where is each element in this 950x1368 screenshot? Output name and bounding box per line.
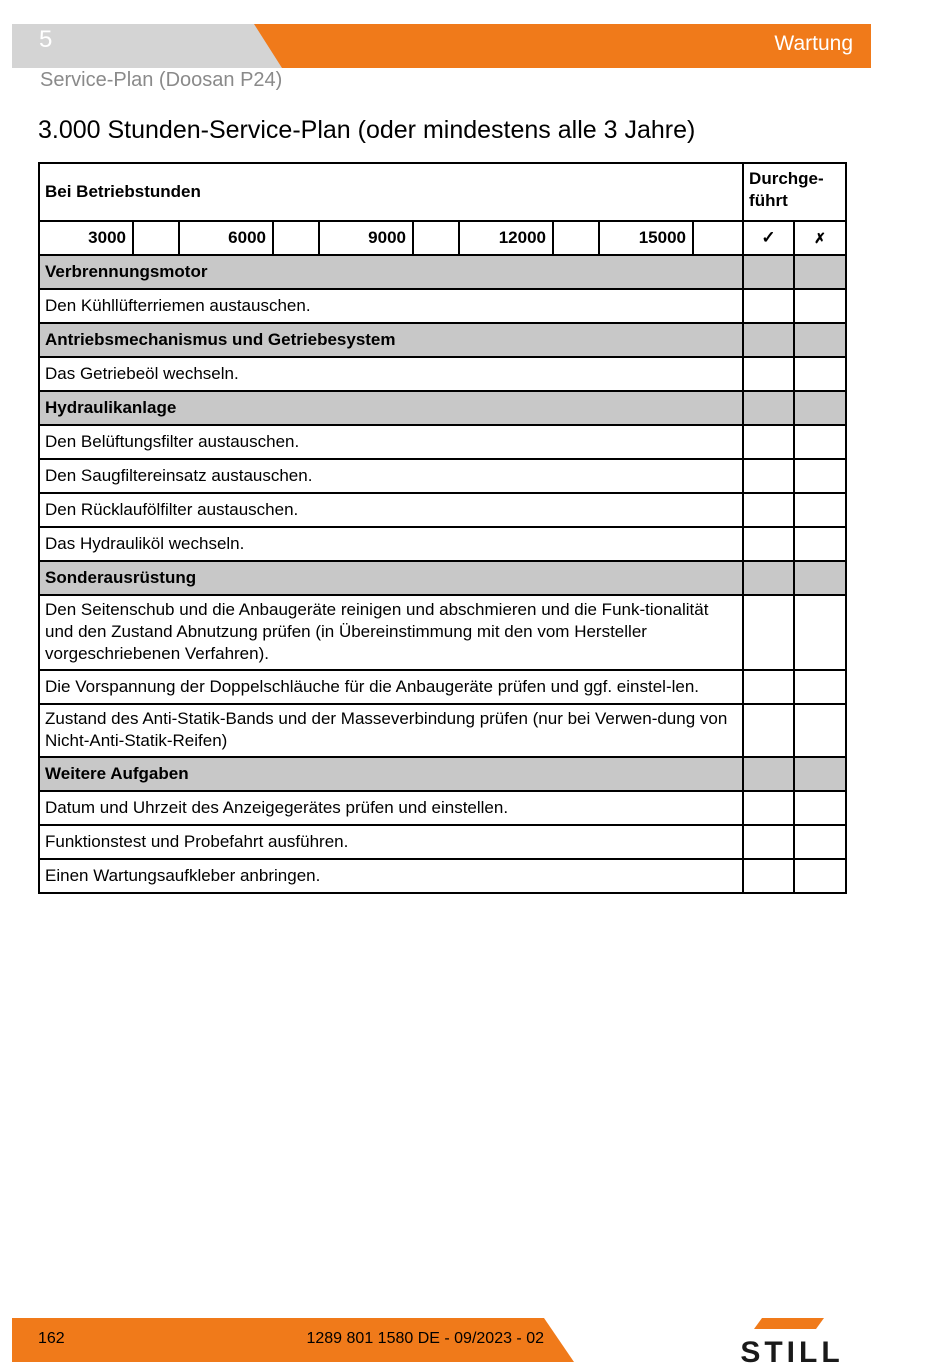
hours-9000-check[interactable]	[413, 221, 459, 255]
task-not-done-checkbox[interactable]	[794, 704, 846, 757]
section-title: Weitere Aufgaben	[39, 757, 743, 791]
section-done-cell	[794, 391, 846, 425]
hours-6000-check[interactable]	[273, 221, 319, 255]
task-row	[39, 825, 846, 859]
task-row	[39, 527, 846, 561]
done-header-line2: führt	[749, 191, 788, 210]
section-done-cell	[743, 255, 794, 289]
section-done-cell	[743, 561, 794, 595]
done-header-line1: Durchge-	[749, 169, 824, 188]
section-title: Antriebsmechanismus und Getriebesystem	[39, 323, 743, 357]
task-row	[39, 425, 846, 459]
page-footer	[12, 1318, 574, 1362]
task-done-checkbox[interactable]	[743, 493, 794, 527]
task-row	[39, 289, 846, 323]
hours-row	[39, 221, 846, 255]
section-row	[39, 561, 846, 595]
hours-3000: 3000	[39, 221, 133, 255]
task-text: Das Getriebeöl wechseln.	[39, 357, 743, 391]
chapter-number: 5	[39, 26, 53, 53]
hours-6000: 6000	[179, 221, 273, 255]
hours-9000: 9000	[319, 221, 413, 255]
done-header	[743, 163, 846, 221]
task-not-done-checkbox[interactable]	[794, 527, 846, 561]
task-not-done-checkbox[interactable]	[794, 670, 846, 704]
document-number: 1289 801 1580 DE - 09/2023 - 02	[306, 1330, 544, 1347]
section-done-cell	[794, 323, 846, 357]
still-logo	[712, 1318, 872, 1364]
service-plan-table	[38, 162, 847, 894]
logo-text: STILL	[740, 1336, 844, 1364]
task-row	[39, 595, 846, 670]
hours-3000-check[interactable]	[133, 221, 179, 255]
section-row	[39, 323, 846, 357]
task-not-done-checkbox[interactable]	[794, 493, 846, 527]
task-text: Die Vorspannung der Doppelschläuche für die Anbaugeräte prüfen und ggf. einstel-len.	[39, 670, 743, 704]
task-text: Einen Wartungsaufkleber anbringen.	[39, 859, 743, 893]
task-row	[39, 357, 846, 391]
section-done-cell	[743, 323, 794, 357]
section-row	[39, 255, 846, 289]
task-text: Zustand des Anti-Statik-Bands und der Masseverbindung prüfen (nur bei Verwen-dung von Nicht-Anti-Statik-Reifen)	[39, 704, 743, 757]
section-title: Sonderausrüstung	[39, 561, 743, 595]
task-text: Den Kühllüfterriemen austauschen.	[39, 289, 743, 323]
task-row	[39, 859, 846, 893]
task-text: Datum und Uhrzeit des Anzeigegerätes prüfen und einstellen.	[39, 791, 743, 825]
task-not-done-checkbox[interactable]	[794, 289, 846, 323]
task-text: Den Seitenschub und die Anbaugeräte reinigen und abschmieren und die Funk-tionalität und den Zustand Abnutzung prüfen (in Übereinstimmung mit den vom Hersteller vorgeschriebenen Verfahren).	[39, 595, 743, 670]
task-not-done-checkbox[interactable]	[794, 425, 846, 459]
task-done-checkbox[interactable]	[743, 670, 794, 704]
task-done-checkbox[interactable]	[743, 357, 794, 391]
hours-12000-check[interactable]	[553, 221, 599, 255]
section-row	[39, 757, 846, 791]
task-done-checkbox[interactable]	[743, 825, 794, 859]
task-row	[39, 459, 846, 493]
task-text: Den Saugfiltereinsatz austauschen.	[39, 459, 743, 493]
task-not-done-checkbox[interactable]	[794, 357, 846, 391]
section-title: Verbrennungsmotor	[39, 255, 743, 289]
section-done-cell	[794, 561, 846, 595]
section-done-cell	[743, 391, 794, 425]
page-number: 162	[38, 1330, 65, 1347]
task-done-checkbox[interactable]	[743, 425, 794, 459]
cross-icon: ✗	[794, 221, 846, 255]
section-done-cell	[743, 757, 794, 791]
task-done-checkbox[interactable]	[743, 459, 794, 493]
task-row	[39, 791, 846, 825]
task-text: Das Hydrauliköl wechseln.	[39, 527, 743, 561]
task-row	[39, 670, 846, 704]
task-not-done-checkbox[interactable]	[794, 859, 846, 893]
hours-15000: 15000	[599, 221, 693, 255]
task-not-done-checkbox[interactable]	[794, 791, 846, 825]
task-not-done-checkbox[interactable]	[794, 595, 846, 670]
task-not-done-checkbox[interactable]	[794, 825, 846, 859]
task-done-checkbox[interactable]	[743, 595, 794, 670]
page-title: 3.000 Stunden-Service-Plan (oder mindestens alle 3 Jahre)	[38, 116, 696, 144]
operating-hours-header: Bei Betriebstunden	[39, 163, 743, 221]
hours-15000-check[interactable]	[693, 221, 743, 255]
header-band-shape	[12, 24, 871, 68]
chapter-header	[12, 24, 871, 68]
hours-12000: 12000	[459, 221, 553, 255]
page-subtitle: Service-Plan (Doosan P24)	[40, 69, 283, 91]
task-done-checkbox[interactable]	[743, 791, 794, 825]
task-text: Den Belüftungsfilter austauschen.	[39, 425, 743, 459]
task-row	[39, 704, 846, 757]
task-done-checkbox[interactable]	[743, 704, 794, 757]
task-not-done-checkbox[interactable]	[794, 459, 846, 493]
task-row	[39, 493, 846, 527]
task-done-checkbox[interactable]	[743, 289, 794, 323]
section-row	[39, 391, 846, 425]
section-title: Hydraulikanlage	[39, 391, 743, 425]
section-done-cell	[794, 255, 846, 289]
task-text: Den Rücklaufölfilter austauschen.	[39, 493, 743, 527]
task-done-checkbox[interactable]	[743, 859, 794, 893]
task-done-checkbox[interactable]	[743, 527, 794, 561]
task-text: Funktionstest und Probefahrt ausführen.	[39, 825, 743, 859]
section-done-cell	[794, 757, 846, 791]
section-label: Wartung	[774, 32, 853, 55]
checkmark-icon: ✓	[743, 221, 794, 255]
